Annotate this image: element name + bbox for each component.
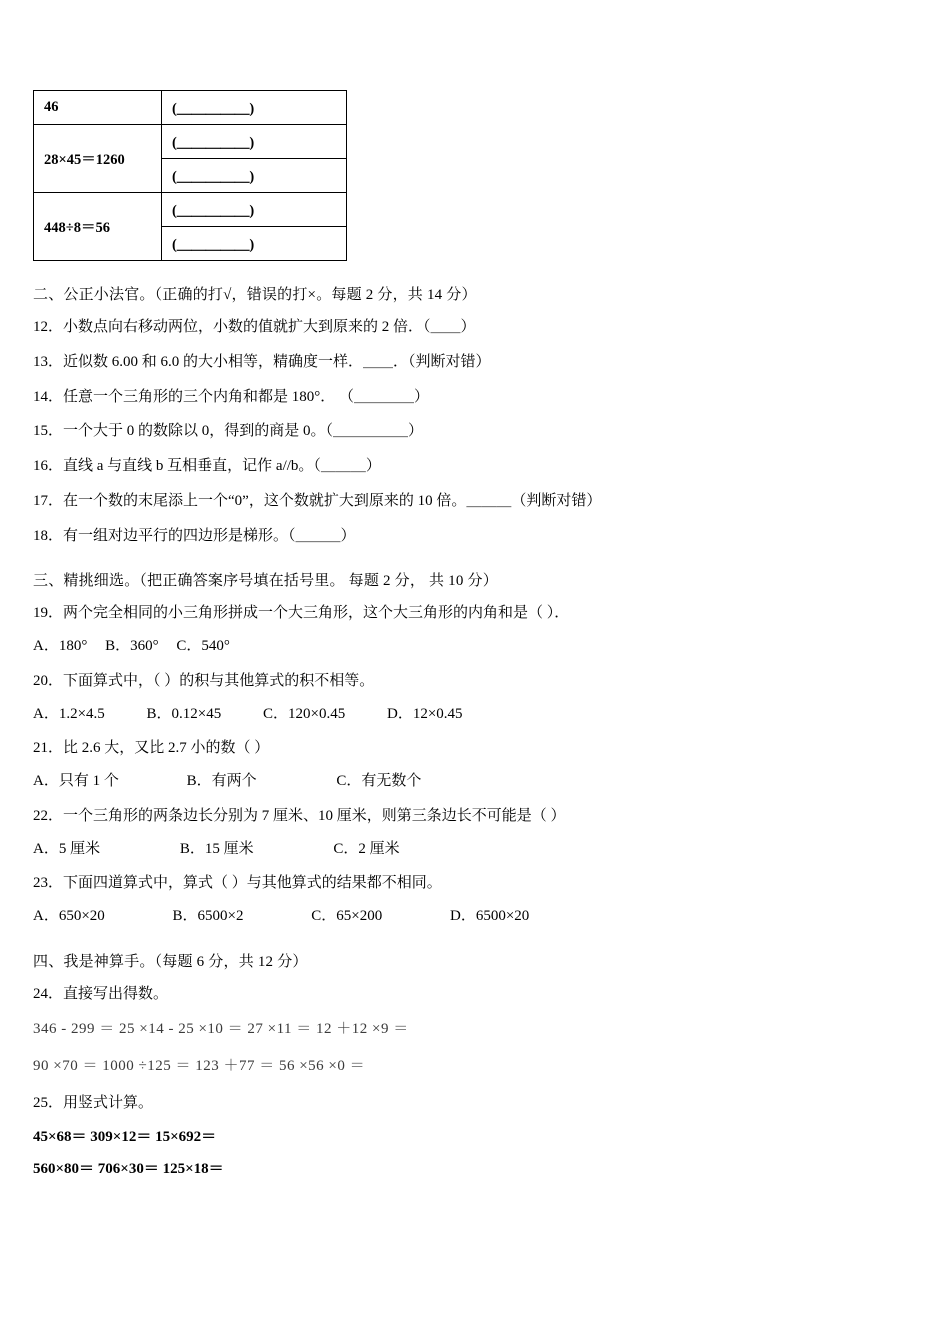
table-cell-expression: 28×45＝1260	[34, 125, 162, 193]
option-d[interactable]: D．6500×20	[449, 908, 530, 924]
question-22: 22．一个三角形的两条边长分别为 7 厘米、10 厘米，则第三条边长不可能是（ ）	[33, 807, 566, 824]
question-18: 18．有一组对边平行的四边形是梯形。（＿＿＿）	[33, 527, 356, 544]
question-13: 13．近似数 6.00 和 6.0 的大小相等，精确度一样．＿＿．（判断对错）	[33, 353, 491, 370]
option-a[interactable]: A．5 厘米	[33, 840, 101, 857]
option-b[interactable]: B．0.12×45	[146, 705, 222, 722]
table-cell-blank[interactable]: (＿＿＿＿＿)	[162, 91, 347, 125]
option-c[interactable]: C．65×200	[311, 908, 383, 924]
section-2-heading: 二、公正小法官。（正确的打√，错误的打×。每题 2 分，共 14 分）	[33, 287, 477, 303]
table-cell-blank[interactable]: (＿＿＿＿＿)	[162, 159, 347, 193]
question-20: 20．下面算式中，（ ）的积与其他算式的积不相等。	[33, 672, 375, 689]
question-19-options	[33, 636, 921, 658]
question-15: 15．一个大于 0 的数除以 0，得到的商是 0。（＿＿＿＿＿）	[33, 423, 424, 440]
option-d[interactable]: D．12×0.45	[386, 705, 463, 722]
table-cell-blank[interactable]: (＿＿＿＿＿)	[162, 193, 347, 227]
table-cell-expression: 46	[34, 91, 162, 125]
table-cell-expression: 448÷8＝56	[34, 193, 162, 261]
section-3-heading: 三、精挑细选。（把正确答案序号填在括号里。 每题 2 分， 共 10 分）	[33, 573, 498, 590]
question-20-options	[33, 704, 921, 726]
question-25-row-2: 560×80＝ 706×30＝ 125×18＝	[33, 1161, 224, 1178]
option-a[interactable]: A．650×20	[33, 908, 105, 924]
option-b[interactable]: B．6500×2	[172, 908, 244, 924]
option-b[interactable]: B．360°	[105, 638, 159, 654]
option-a[interactable]: A．180°	[33, 638, 88, 654]
table-cell-blank[interactable]: (＿＿＿＿＿)	[162, 125, 347, 159]
option-a[interactable]: A．只有 1 个	[33, 773, 119, 789]
option-c[interactable]: C．540°	[176, 638, 230, 654]
option-c[interactable]: C．2 厘米	[333, 840, 400, 857]
question-23: 23．下面四道算式中，算式（ ）与其他算式的结果都不相同。	[33, 875, 442, 892]
table-row	[34, 193, 347, 227]
table-row	[34, 125, 347, 159]
table-cell-blank[interactable]: (＿＿＿＿＿)	[162, 227, 347, 261]
question-17: 17．在一个数的末尾添上一个“0”，这个数就扩大到原来的 10 倍。＿＿＿（判断对错）	[33, 492, 602, 509]
option-c[interactable]: C．120×0.45	[263, 705, 346, 722]
question-22-options	[33, 839, 921, 861]
worksheet-content	[33, 90, 921, 1178]
question-16: 16．直线 a 与直线 b 互相垂直，记作 a//b。（＿＿＿）	[33, 458, 381, 474]
question-21-options	[33, 771, 921, 793]
expression-table	[33, 90, 347, 261]
question-14: 14．任意一个三角形的三个内角和都是 180°． （＿＿＿＿）	[33, 388, 430, 405]
option-c[interactable]: C．有无数个	[336, 773, 422, 789]
question-25-title: 25．用竖式计算。	[33, 1094, 154, 1111]
question-24-title: 24．直接写出得数。	[33, 985, 169, 1002]
question-19: 19．两个完全相同的小三角形拼成一个大三角形，这个大三角形的内角和是（ ）．	[33, 605, 570, 622]
option-a[interactable]: A．1.2×4.5	[33, 705, 105, 722]
question-24-row-1: 346 - 299 ＝ 25 ×14 - 25 ×10 ＝ 27 ×11 ＝ 12 ＋12 ×9 ＝	[33, 1020, 409, 1037]
question-23-options	[33, 906, 921, 928]
option-b[interactable]: B．15 厘米	[179, 840, 254, 857]
section-4-heading: 四、我是神算手。（每题 6 分，共 12 分）	[33, 953, 308, 970]
question-21: 21．比 2.6 大，又比 2.7 小的数（ ）	[33, 740, 270, 757]
question-12: 12．小数点向右移动两位，小数的值就扩大到原来的 2 倍．（＿＿）	[33, 319, 476, 335]
option-b[interactable]: B．有两个	[186, 773, 257, 789]
question-24-row-2: 90 ×70 ＝ 1000 ÷125 ＝ 123 ＋77 ＝ 56 ×56 ×0 ＝	[33, 1057, 366, 1074]
question-25-row-1: 45×68＝ 309×12＝ 15×692＝	[33, 1129, 217, 1146]
table-row	[34, 91, 347, 125]
